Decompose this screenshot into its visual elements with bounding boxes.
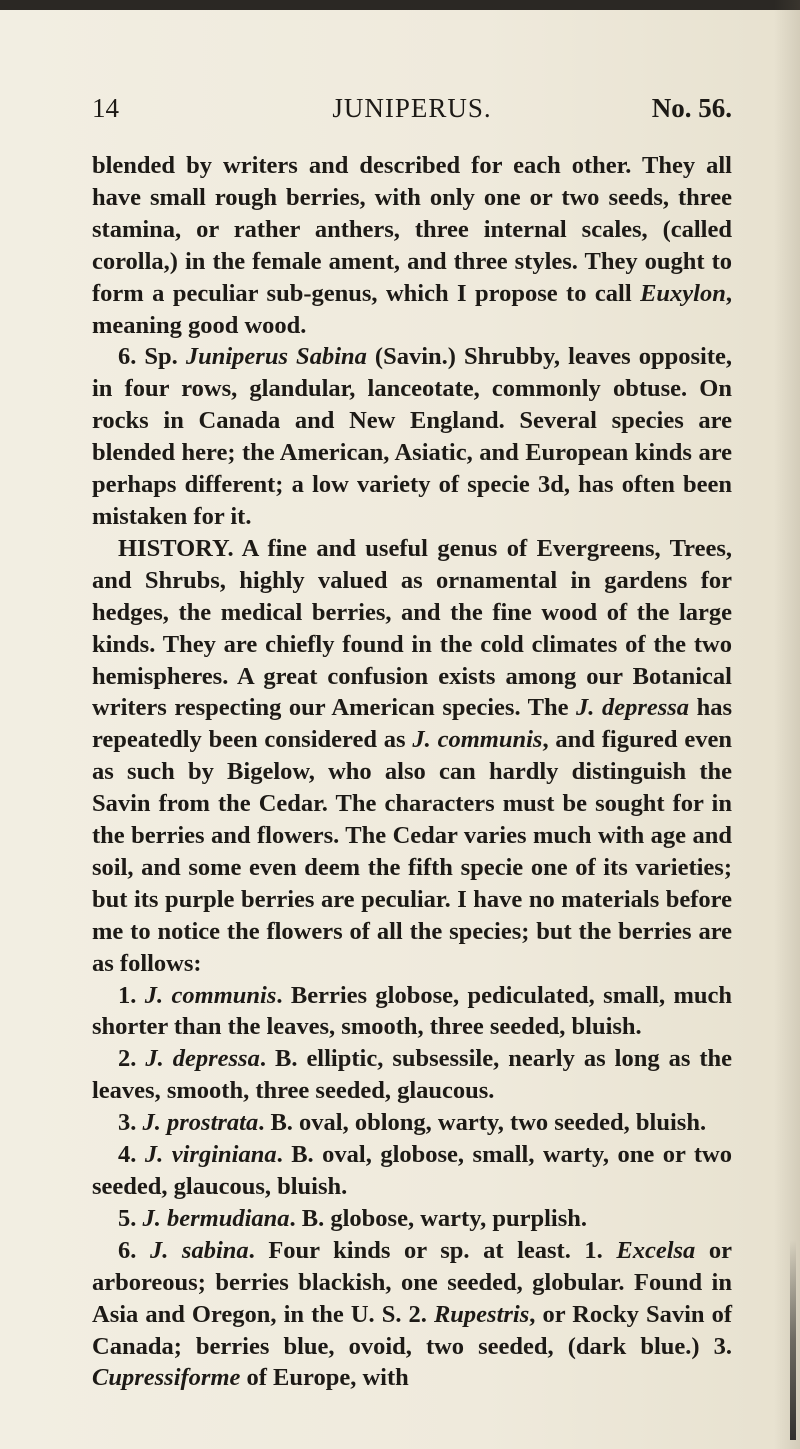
page-number: 14 (92, 93, 119, 123)
top-border (0, 0, 800, 10)
berry-item-6: 6. J. sabina. Four kinds or sp. at least. 1. Excelsa or arboreous; berries blackish, one seeded, globular. Found in Asia and Oregon, in the U. S. 2. Rupestris, or Rocky Savin of Canada; berries blue, ovoid, two seeded, (dark blue.) 3. Cupressiforme of Europe, with (92, 1236, 733, 1392)
berry-item-1: 1. J. communis. Berries globose, pediculated, small, much shorter than the leaves, smooth, three seeded, bluish. (92, 981, 733, 1041)
issue-number: No. 56. (651, 93, 732, 123)
berry-item-4: 4. J. virginiana. B. oval, globose, small, warty, one or two seeded, glaucous, bluish. (92, 1141, 732, 1200)
berry-item-5: 5. J. bermudiana. B. globose, warty, purplish. (118, 1204, 587, 1232)
running-title: JUNIPERUS. (332, 93, 492, 123)
berry-item-3: 3. J. prostrata. B. oval, oblong, warty, two seeded, bluish. (118, 1109, 707, 1137)
berry-item-2: 2. J. depressa. B. elliptic, subsessile, nearly as long as the leaves, smooth, three seeded, glaucous. (92, 1045, 733, 1105)
paragraph-history: HISTORY. A fine and useful genus of Evergreens, Trees, and Shrubs, highly valued as ornamental in gardens for hedges, the medical berries, and the fine wood of the large kinds. They are chiefly found in the cold climates of the two hemispheres. A great confusion exists among our Botanical writers respecting our American species. The J. depressa has repeatedly been considered as J. communis, and figured even as such by Bigelow, who also can hardly distinguish the Savin from the Cedar. The characters must be sought for in the berries and flowers. The Cedar varies much with age and soil, and some even deem the fifth specie one of its varieties; but its purple berries are peculiar. I have no materials before me to notice the flowers of all the species; but the berries are as follows: (92, 534, 732, 977)
paragraph-intro: blended by writers and described for each other. They all have small rough berries, with only one or two seeds, three stamina, or rather anthers, three internal scales, (called corolla,) in the female ament, and three styles. They ought to form a peculiar sub-genus, which I propose to call Euxylon, meaning good wood. (92, 152, 732, 339)
binding-mark (790, 1240, 796, 1440)
paragraph-species-6: 6. Sp. Juniperus Sabina (Savin.) Shrubby, leaves opposite, in four rows, glandular, lanceotate, commonly obtuse. On rocks in Canada and New England. Several species are blended here; the American, Asiatic, and European kinds are perhaps different; a low variety of specie 3d, has often been mistaken for it. (92, 343, 732, 530)
page-edge-shadow (774, 0, 800, 1449)
body-text (92, 150, 732, 1394)
page-header (92, 88, 732, 128)
